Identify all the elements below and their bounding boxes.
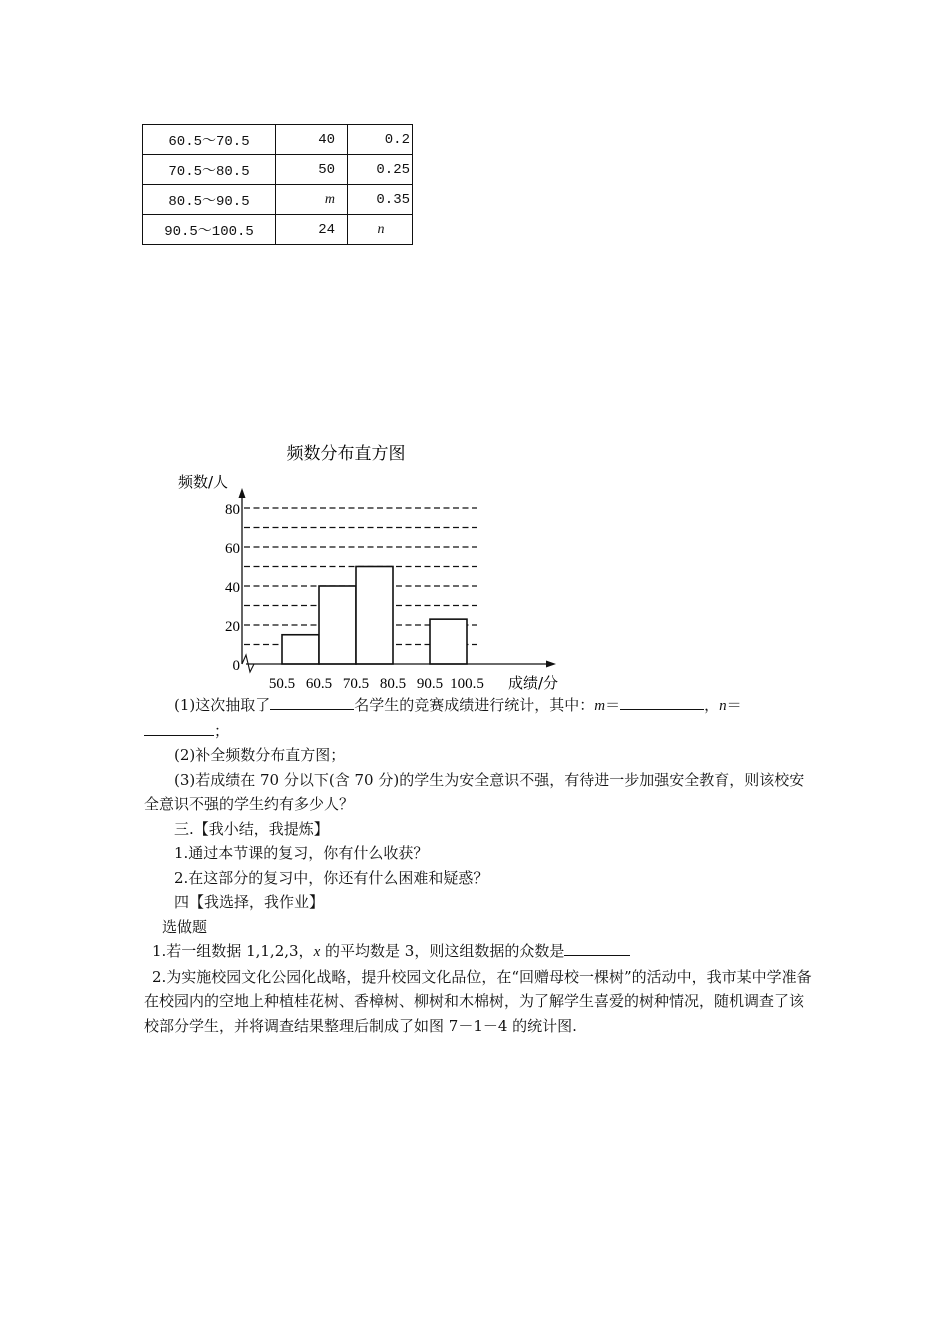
table-cell: 24 [276,215,348,245]
y-tick-label: 40 [225,580,240,596]
question-1: (1)这次抽取了 名学生的竞赛成绩进行统计，其中：m＝ ，n＝ [174,696,742,714]
table-cell: 60.5～70.5 [143,125,276,155]
table-cell [276,185,348,215]
histogram-bar [319,586,356,664]
summary-item-2: 2.在这部分的复习中，你还有什么困难和疑惑？ [174,868,489,887]
table-cell: 70.5～80.5 [143,155,276,185]
homework-2: 2.为实施校园文化公园化战略，提升校园文化品位，在“回赠母校一棵树”的活动中，我市某中学准备在校园内的空地上种植桂花树、香樟树、柳树和木棉树，为了解学生喜爱的树种情况，随机调查了该校部分学生，并将调查结果整理后制成了如图 7－1－4 的统计图. [144,967,812,1035]
histogram-bar [282,635,319,664]
table-cell: 0.25 [348,155,413,185]
question-3: (3)若成绩在 70 分以下(含 70 分)的学生为安全意识不强，有待进一步加强安全教育，则该校安全意识不强的学生约有多少人？ [144,770,805,813]
x-tick-label: 60.5 [305,676,333,692]
histogram-chart [160,436,580,692]
optional-label: 选做题 [162,917,208,936]
table-row [143,185,413,215]
table-cell: 0.35 [348,185,413,215]
section-4-heading: 四【我选择，我作业】 [174,893,325,911]
question-text [144,693,816,1038]
answer-blank[interactable] [620,695,704,710]
histogram-bar [430,619,467,664]
x-axis-label: 成绩/分 [508,674,559,692]
answer-blank[interactable] [564,941,630,956]
variable-n: n [377,221,385,237]
x-tick-label: 100.5 [450,676,484,692]
table-cell: 90.5～100.5 [143,215,276,245]
question-2: (2)补全频数分布直方图； [174,746,346,764]
table-cell: 40 [276,125,348,155]
variable-m: m [324,191,335,207]
histogram-bar [356,567,393,665]
table-cell: 80.5～90.5 [143,185,276,215]
frequency-table [142,124,413,245]
chart-title: 频数分布直方图 [286,444,406,464]
y-axis-label: 频数/人 [178,473,229,491]
x-tick-label: 50.5 [268,676,296,692]
y-tick-label: 60 [225,541,240,557]
x-tick-label: 80.5 [379,676,407,692]
y-axis-arrow [239,488,246,498]
x-axis-arrow [546,661,556,668]
table-cell: 0.2 [348,125,413,155]
y-tick-label: 0 [232,658,240,674]
x-tick-label: 90.5 [416,676,444,692]
table-cell [348,215,413,245]
table-row [143,125,413,155]
answer-blank[interactable] [144,721,214,736]
table-row [143,215,413,245]
homework-1: 1.若一组数据 1,1,2,3，x 的平均数是 3，则这组数据的众数是 [144,939,816,965]
y-tick-label: 20 [225,619,240,635]
x-tick-label: 70.5 [342,676,370,692]
section-3-heading: 三.【我小结，我提炼】 [174,819,329,838]
table-row [143,155,413,185]
y-tick-label: 80 [225,502,240,518]
answer-blank[interactable] [270,695,354,710]
table-cell: 50 [276,155,348,185]
question-1-cont: ； [144,719,816,744]
summary-item-1: 1.通过本节课的复习，你有什么收获？ [174,844,429,862]
